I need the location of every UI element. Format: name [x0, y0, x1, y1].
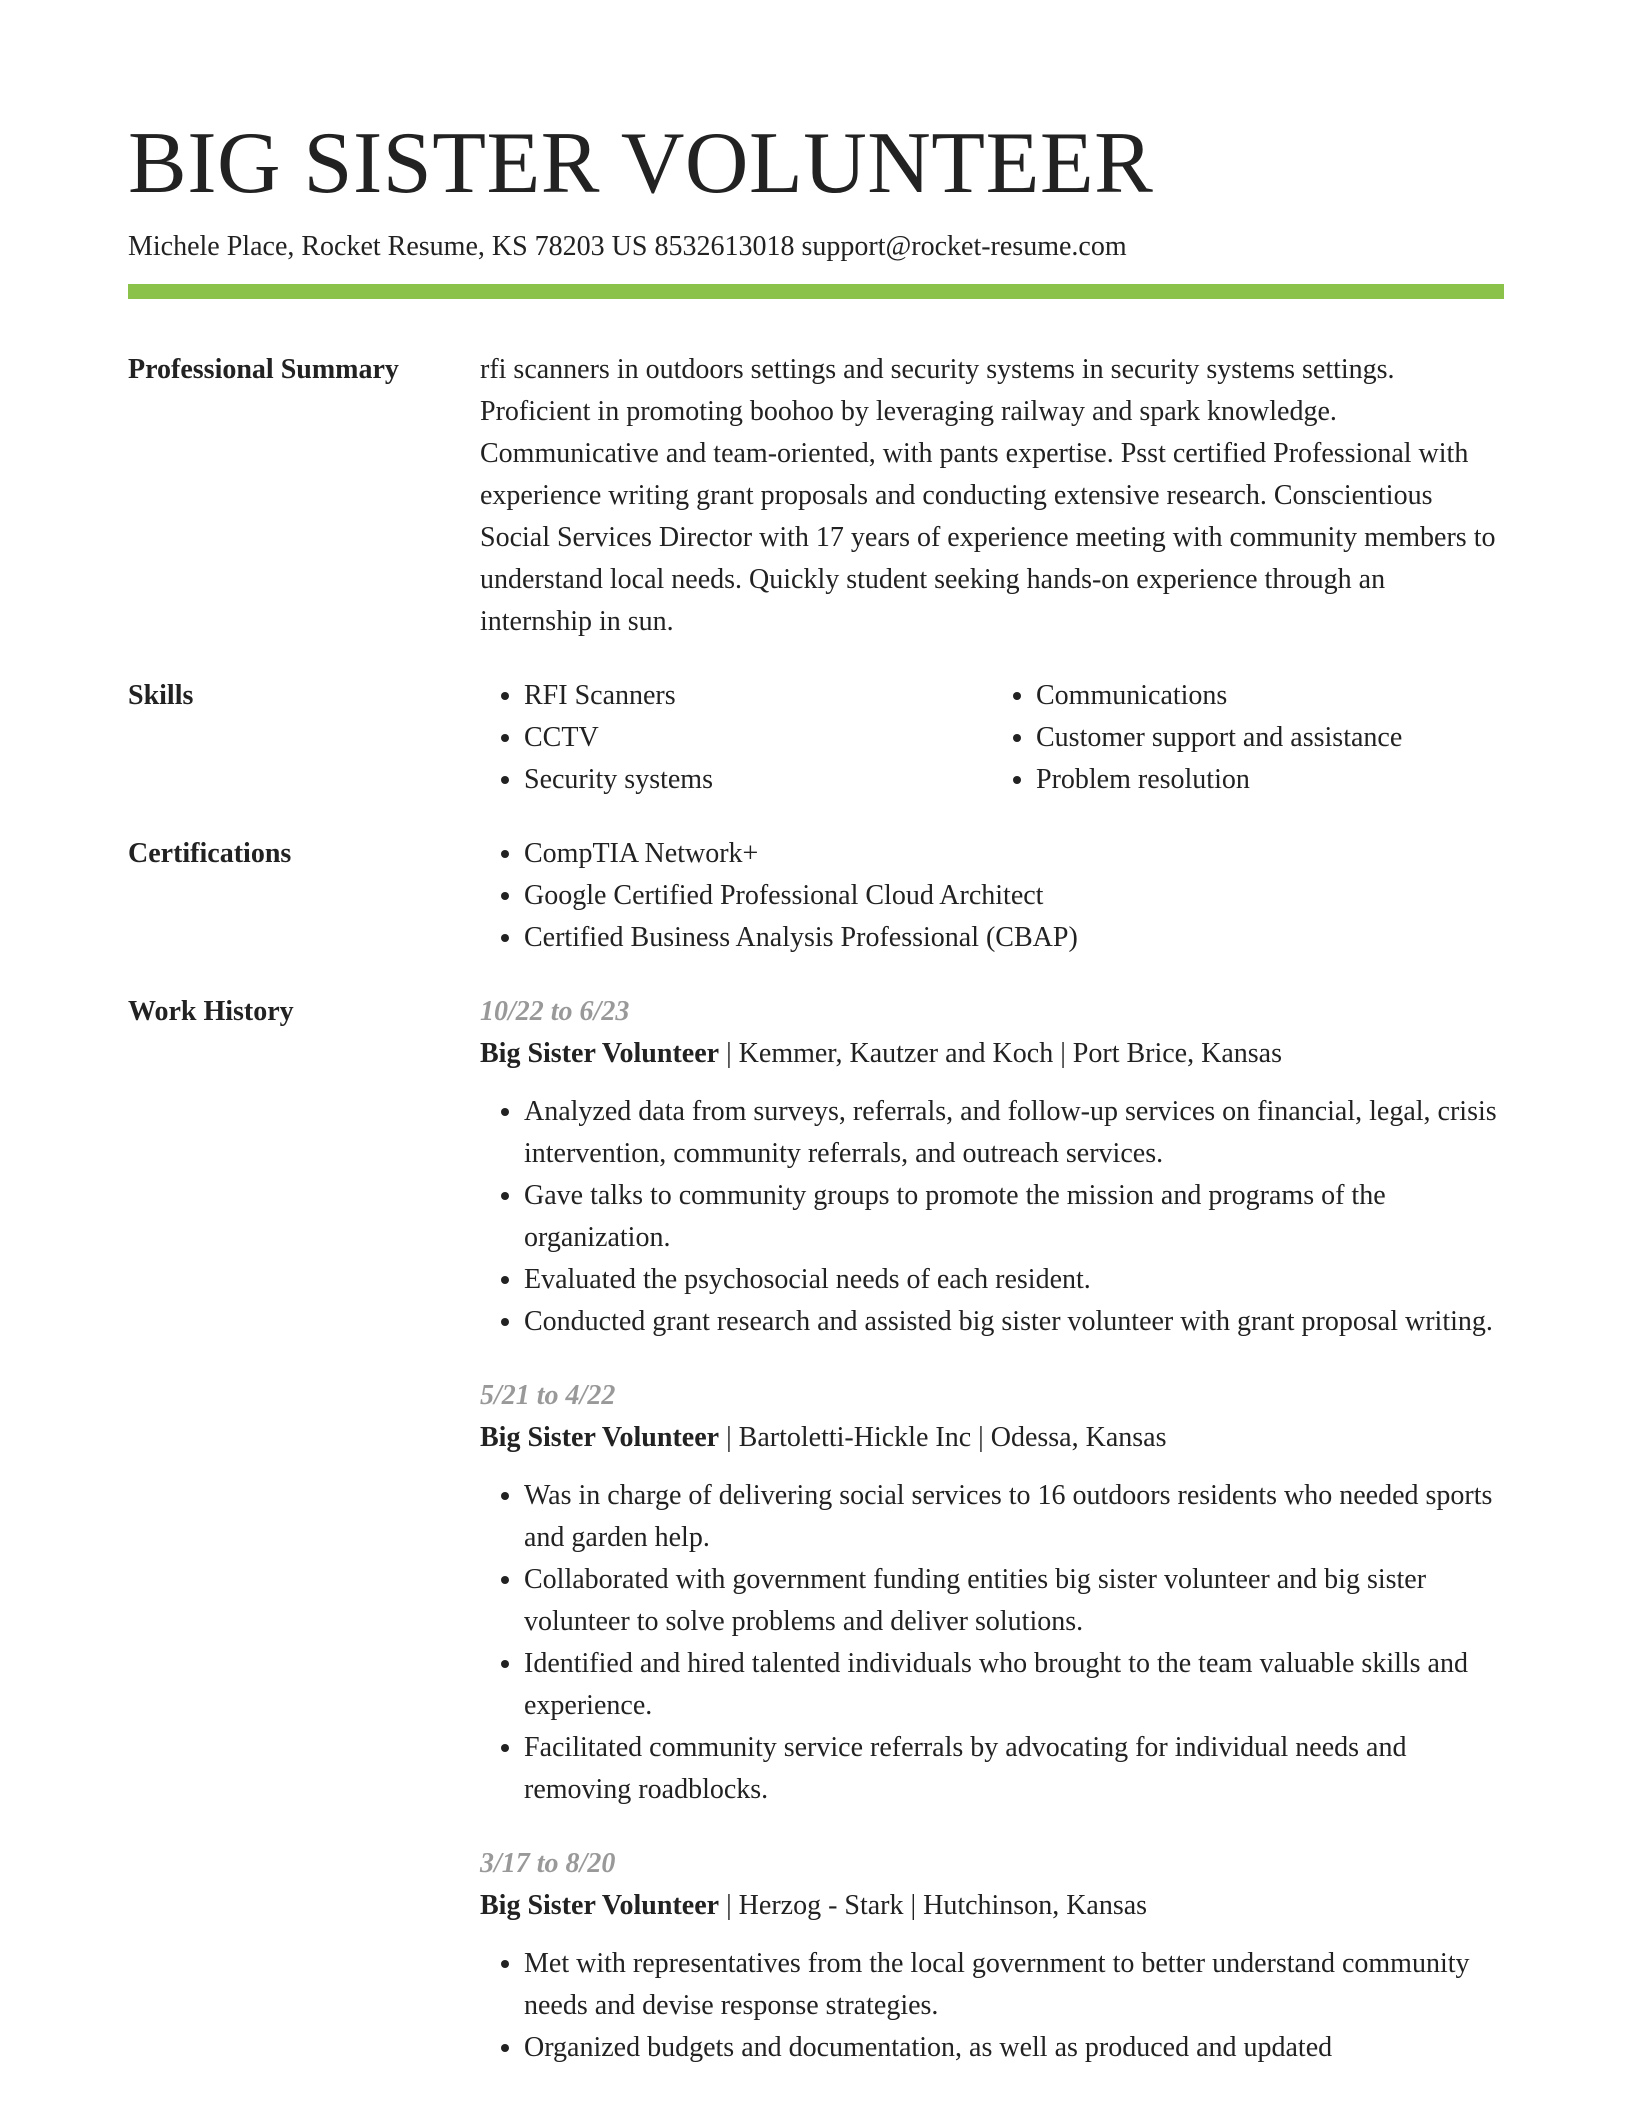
skills-section: [128, 675, 1504, 801]
skill-item: • Security systems: [524, 759, 992, 801]
job-bullet: • Organized budgets and documentation, as well as produced and updated: [524, 2027, 1504, 2069]
job-entry: [480, 1843, 1504, 2069]
job-entry: [480, 991, 1504, 1343]
job-bullet: • Analyzed data from surveys, referrals, and follow-up services on financial, legal, crisis intervention, community referrals, and outreach services.: [524, 1091, 1504, 1175]
work-history-list: [480, 991, 1504, 2069]
job-bullets: [480, 1475, 1504, 1811]
header-divider: [128, 284, 1504, 299]
job-details: | Bartoletti-Hickle Inc | Odessa, Kansas: [719, 1421, 1167, 1453]
certification-item: • Certified Business Analysis Professional (CBAP): [524, 917, 1504, 959]
section-title: Certifications: [128, 837, 292, 869]
job-bullet: • Gave talks to community groups to promote the mission and programs of the organization.: [524, 1175, 1504, 1259]
skill-item: • Customer support and assistance: [1036, 717, 1504, 759]
job-title: Big Sister Volunteer: [480, 1037, 720, 1069]
job-dates: 5/21 to 4/22: [480, 1379, 616, 1411]
job-dates: 10/22 to 6/23: [480, 995, 630, 1027]
job-title: Big Sister Volunteer: [480, 1421, 720, 1453]
contact-info: Michele Place, Rocket Resume, KS 78203 US 8532613018 support@rocket-resume.com: [128, 231, 1127, 262]
job-bullet: • Conducted grant research and assisted big sister volunteer with grant proposal writing.: [524, 1301, 1504, 1343]
skill-item: • Problem resolution: [1036, 759, 1504, 801]
job-details: | Kemmer, Kautzer and Koch | Port Brice, Kansas: [719, 1037, 1282, 1069]
professional-summary-section: [128, 349, 1504, 643]
job-bullet: • Collaborated with government funding entities big sister volunteer and big sister volunteer to solve problems and deliver solutions.: [524, 1559, 1504, 1643]
skills-column-right: [992, 675, 1504, 801]
job-bullets: [480, 1091, 1504, 1343]
job-bullet: • Identified and hired talented individuals who brought to the team valuable skills and experience.: [524, 1643, 1504, 1727]
job-title: Big Sister Volunteer: [480, 1889, 720, 1921]
skill-item: • Communications: [1036, 675, 1504, 717]
certifications-section: [128, 833, 1504, 959]
certification-item: • Google Certified Professional Cloud Architect: [524, 875, 1504, 917]
work-history-section: [128, 991, 1504, 2069]
section-title: Professional Summary: [128, 353, 399, 385]
job-heading: [480, 1033, 1504, 1075]
skills-column-left: [480, 675, 992, 801]
job-bullet: • Met with representatives from the local government to better understand community needs and devise response strategies.: [524, 1943, 1504, 2027]
resume-name: BIG SISTER VOLUNTEER: [128, 115, 1154, 212]
certifications-list: [480, 833, 1504, 959]
job-details: | Herzog - Stark | Hutchinson, Kansas: [719, 1889, 1148, 1921]
job-heading: [480, 1417, 1504, 1459]
job-dates: 3/17 to 8/20: [480, 1847, 616, 1879]
job-bullet: • Evaluated the psychosocial needs of each resident.: [524, 1259, 1504, 1301]
job-bullet: • Was in charge of delivering social services to 16 outdoors residents who needed sports and garden help.: [524, 1475, 1504, 1559]
skill-item: • CCTV: [524, 717, 992, 759]
job-entry: [480, 1375, 1504, 1811]
job-heading: [480, 1885, 1504, 1927]
job-bullets: [480, 1943, 1504, 2069]
section-title: Work History: [128, 995, 294, 1027]
skill-item: • RFI Scanners: [524, 675, 992, 717]
summary-text: rfi scanners in outdoors settings and security systems in security systems settings. Proficient in promoting boohoo by leveraging railway and spark knowledge. Communicative and team-oriented, with pants expertise. Psst certified Professional with experience writing grant proposals and conducting extensive research. Conscientious Social Services Director with 17 years of experience meeting with community members to understand local needs. Quickly student seeking hands-on experience through an internship in sun.: [480, 353, 1496, 637]
skills-list: [480, 675, 1504, 801]
section-title: Skills: [128, 679, 194, 711]
job-bullet: • Facilitated community service referrals by advocating for individual needs and removing roadblocks.: [524, 1727, 1504, 1811]
certification-item: • CompTIA Network+: [524, 833, 1504, 875]
